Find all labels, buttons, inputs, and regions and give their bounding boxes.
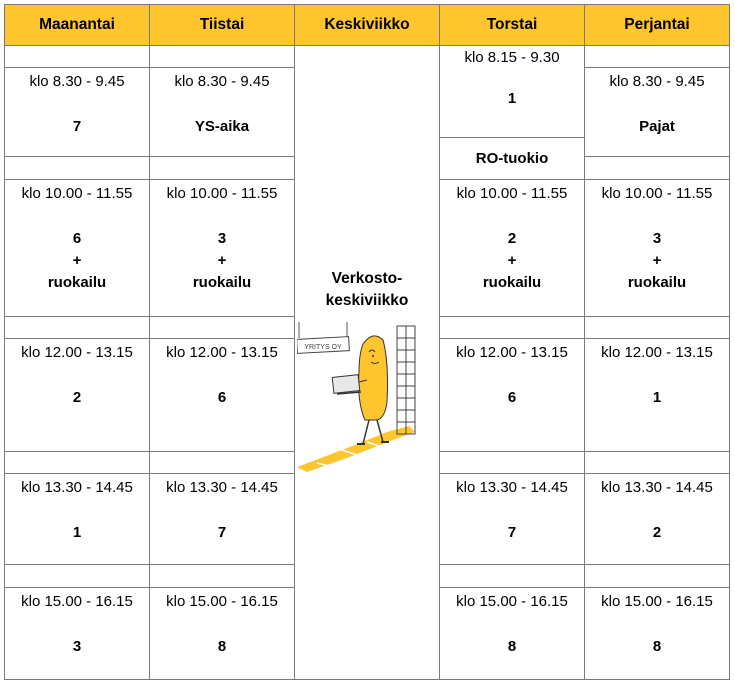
yellow-figure-with-laptop-icon [297, 322, 437, 472]
slot-time: klo 8.30 - 9.45 [174, 73, 270, 90]
sign-text: YRITYS OY [304, 344, 342, 351]
slot-thursday-2 [439, 179, 585, 317]
wednesday-label-line2: keskiviikko [325, 292, 409, 309]
wednesday-label [326, 268, 409, 312]
slot-time: klo 12.00 - 13.15 [601, 344, 713, 361]
slot-friday-5 [584, 587, 730, 680]
slot-friday-4 [584, 473, 730, 565]
slot-value [150, 228, 294, 294]
spacer-cell [439, 451, 585, 474]
spacer-cell [584, 156, 730, 180]
slot-extra: ruokailu [627, 274, 687, 291]
slot-extra: ruokailu [482, 274, 542, 291]
slot-thursday-1 [439, 45, 585, 138]
spacer-cell [4, 156, 150, 180]
slot-tuesday-1 [149, 67, 295, 157]
slot-value: 1 [507, 90, 517, 107]
plus-sign: + [217, 252, 227, 269]
slot-value [440, 228, 584, 294]
slot-value: 7 [72, 118, 82, 135]
slot-monday-4 [4, 473, 150, 565]
ro-tuokio-cell: RO-tuokio [439, 137, 585, 180]
slot-extra: ruokailu [47, 274, 107, 291]
plus-sign: + [72, 252, 82, 269]
slot-value: 7 [507, 524, 517, 541]
slot-time: klo 8.15 - 9.30 [464, 49, 560, 66]
slot-thursday-5 [439, 587, 585, 680]
slot-value: 1 [72, 524, 82, 541]
slot-value: 3 [72, 638, 82, 655]
slot-monday-2 [4, 179, 150, 317]
spacer-cell [4, 45, 150, 68]
slot-time: klo 10.00 - 11.55 [166, 185, 278, 202]
spacer-cell [439, 564, 585, 588]
slot-friday-3 [584, 338, 730, 452]
plus-sign: + [507, 252, 517, 269]
slot-value: YS-aika [194, 118, 250, 135]
slot-monday-3 [4, 338, 150, 452]
slot-tuesday-2 [149, 179, 295, 317]
header-wednesday: Keskiviikko [294, 4, 440, 46]
slot-thursday-3 [439, 338, 585, 452]
slot-number: 2 [507, 230, 517, 247]
slot-time: klo 15.00 - 16.15 [601, 593, 713, 610]
slot-value [585, 228, 729, 294]
slot-thursday-4 [439, 473, 585, 565]
spacer-cell [149, 45, 295, 68]
header-thursday: Torstai [439, 4, 585, 46]
slot-friday-1 [584, 67, 730, 157]
slot-time: klo 15.00 - 16.15 [166, 593, 278, 610]
plus-sign: + [652, 252, 662, 269]
spacer-cell [584, 451, 730, 474]
slot-time: klo 8.30 - 9.45 [609, 73, 705, 90]
slot-tuesday-3 [149, 338, 295, 452]
slot-value: 1 [652, 389, 662, 406]
slot-time: klo 10.00 - 11.55 [456, 185, 568, 202]
slot-time: klo 12.00 - 13.15 [456, 344, 568, 361]
slot-time: klo 12.00 - 13.15 [166, 344, 278, 361]
slot-friday-2 [584, 179, 730, 317]
slot-time: klo 12.00 - 13.15 [21, 344, 133, 361]
spacer-cell [584, 45, 730, 68]
slot-time: klo 13.30 - 14.45 [166, 479, 278, 496]
slot-monday-5 [4, 587, 150, 680]
header-monday: Maanantai [4, 4, 150, 46]
slot-time: klo 10.00 - 11.55 [601, 185, 713, 202]
slot-tuesday-5 [149, 587, 295, 680]
slot-tuesday-4 [149, 473, 295, 565]
slot-time: klo 10.00 - 11.55 [21, 185, 133, 202]
spacer-cell [149, 451, 295, 474]
slot-value: 6 [217, 389, 227, 406]
slot-time: klo 13.30 - 14.45 [601, 479, 713, 496]
schedule-table [4, 4, 730, 680]
slot-value: 6 [507, 389, 517, 406]
slot-extra: ruokailu [192, 274, 252, 291]
slot-time: klo 15.00 - 16.15 [21, 593, 133, 610]
slot-value: 7 [217, 524, 227, 541]
wednesday-label-line1: Verkosto- [331, 270, 403, 287]
slot-time: klo 13.30 - 14.45 [456, 479, 568, 496]
spacer-cell [439, 316, 585, 339]
spacer-cell [584, 316, 730, 339]
spacer-cell [4, 564, 150, 588]
spacer-cell [4, 316, 150, 339]
slot-value: Pajat [639, 118, 675, 135]
slot-value: 2 [652, 524, 662, 541]
slot-value: 2 [72, 389, 82, 406]
slot-number: 3 [652, 230, 662, 247]
slot-number: 6 [72, 230, 82, 247]
slot-time: klo 13.30 - 14.45 [21, 479, 133, 496]
spacer-cell [149, 156, 295, 180]
slot-time: klo 8.30 - 9.45 [29, 73, 125, 90]
slot-value: 8 [507, 638, 517, 655]
slot-value: 8 [217, 638, 227, 655]
slot-number: 3 [217, 230, 227, 247]
spacer-cell [4, 451, 150, 474]
slot-time: klo 15.00 - 16.15 [456, 593, 568, 610]
header-friday: Perjantai [584, 4, 730, 46]
slot-value [5, 228, 149, 294]
spacer-cell [149, 564, 295, 588]
slot-value: 8 [652, 638, 662, 655]
wednesday-network-cell [294, 45, 440, 680]
spacer-cell [149, 316, 295, 339]
header-tuesday: Tiistai [149, 4, 295, 46]
spacer-cell [584, 564, 730, 588]
slot-monday-1 [4, 67, 150, 157]
